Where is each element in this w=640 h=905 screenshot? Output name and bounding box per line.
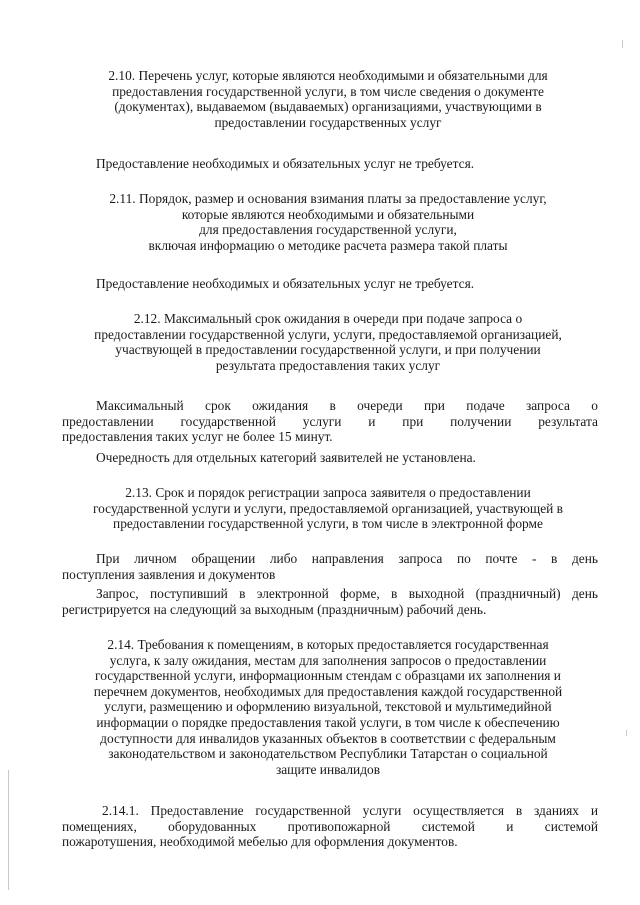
heading-line: 2.14. Требования к помещениям, в которых предоставляется государственная xyxy=(107,637,549,652)
heading-line: 2.13. Срок и порядок регистрации запроса заявителя о предоставлении xyxy=(125,485,531,500)
section-2-11-text xyxy=(96,276,596,292)
heading-line: защите инвалидов xyxy=(275,761,381,777)
heading-line: законодательством и законодательством Республики Татарстан о социальной xyxy=(108,746,548,762)
paragraph-line: предоставления таких услуг не более 15 минут. xyxy=(62,429,333,445)
section-2-12-paragraph-2 xyxy=(96,450,596,466)
heading-line: информации о порядке предоставления такой услуги, в том числе к обеспечению xyxy=(96,714,560,730)
heading-line: результата предоставления таких услуг xyxy=(215,357,441,373)
heading-line: услуга, к залу ожидания, местам для заполнения запросов о предоставлении xyxy=(109,652,547,668)
heading-line: предоставлении государственной услуги, в том числе в электронной форме xyxy=(113,516,543,532)
heading-line: для предоставления государственной услуги, xyxy=(199,222,457,238)
scan-edge-mark xyxy=(622,40,623,48)
section-2-12-paragraph-1 xyxy=(62,398,598,445)
paragraph-line: предоставлении государственной услуги и при получении результата xyxy=(62,413,598,429)
section-2-13-paragraph-1 xyxy=(62,551,598,582)
section-2-13-paragraph-2 xyxy=(62,586,598,617)
heading-line: предоставления государственной услуги, в том числе сведения о документе xyxy=(112,83,544,99)
heading-line: которые являются необходимыми и обязательными xyxy=(181,206,475,222)
scan-edge-mark xyxy=(8,770,9,890)
section-2-14-1-paragraph xyxy=(62,803,598,850)
section-2-10-heading xyxy=(56,68,600,130)
heading-line: перечнем документов, необходимых для предоставления каждой государственной xyxy=(93,683,563,699)
heading-line: предоставлении государственной услуги, услуги, предоставляемой организацией, xyxy=(94,326,562,342)
heading-line: государственной услуги, информационным стендам с образцами их заполнения и xyxy=(95,668,561,684)
heading-line: участвующей в предоставлении государственной услуги, и при получении xyxy=(115,342,541,358)
heading-line: предоставлении государственных услуг xyxy=(214,114,442,130)
paragraph-line: Предоставление необходимых и обязательных услуг не требуется. xyxy=(96,276,475,291)
scan-edge-mark xyxy=(626,730,627,736)
paragraph-line: регистрируется на следующий за выходным (праздничным) рабочий день. xyxy=(62,601,487,617)
paragraph-line: 2.14.1. Предоставление государственной услуги осуществляется в зданиях и xyxy=(102,803,598,818)
heading-line: услуги, размещению и оформлению визуальной, текстовой и мультимедийной xyxy=(104,699,552,715)
paragraph-line: помещениях, оборудованных противопожарной системой и системой xyxy=(62,818,598,834)
heading-line: 2.12. Максимальный срок ожидания в очереди при подаче запроса о xyxy=(133,311,523,326)
paragraph-line: Максимальный срок ожидания в очереди при подаче запроса о xyxy=(96,398,598,413)
section-2-12-heading xyxy=(56,311,600,373)
heading-line: 2.10. Перечень услуг, которые являются необходимыми и обязательными для xyxy=(108,68,548,83)
heading-line: включая информацию о методике расчета размера такой платы xyxy=(148,237,508,253)
section-2-11-heading xyxy=(56,191,600,253)
section-2-10-text xyxy=(96,156,596,172)
paragraph-line: поступления заявления и документов xyxy=(62,566,276,582)
section-2-14-heading xyxy=(56,637,600,777)
paragraph-line: При личном обращении либо направления запроса по почте - в день xyxy=(96,551,598,566)
heading-line: доступности для инвалидов указанных объектов в соответствии с федеральным xyxy=(100,730,556,746)
paragraph-line: пожаротушения, необходимой мебелью для оформления документов. xyxy=(62,834,458,850)
paragraph-line: Очередность для отдельных категорий заявителей не установлена. xyxy=(96,450,476,465)
heading-line: государственной услуги и услуги, предоставляемой организацией, участвующей в xyxy=(92,500,564,516)
heading-line: 2.11. Порядок, размер и основания взимания платы за предоставление услуг, xyxy=(109,191,547,206)
section-2-13-heading xyxy=(56,485,600,532)
paragraph-line: Предоставление необходимых и обязательных услуг не требуется. xyxy=(96,156,475,171)
heading-line: (документах), выдаваемом (выдаваемых) организациями, участвующими в xyxy=(114,99,542,115)
paragraph-line: Запрос, поступивший в электронной форме, в выходной (праздничный) день xyxy=(96,586,598,601)
